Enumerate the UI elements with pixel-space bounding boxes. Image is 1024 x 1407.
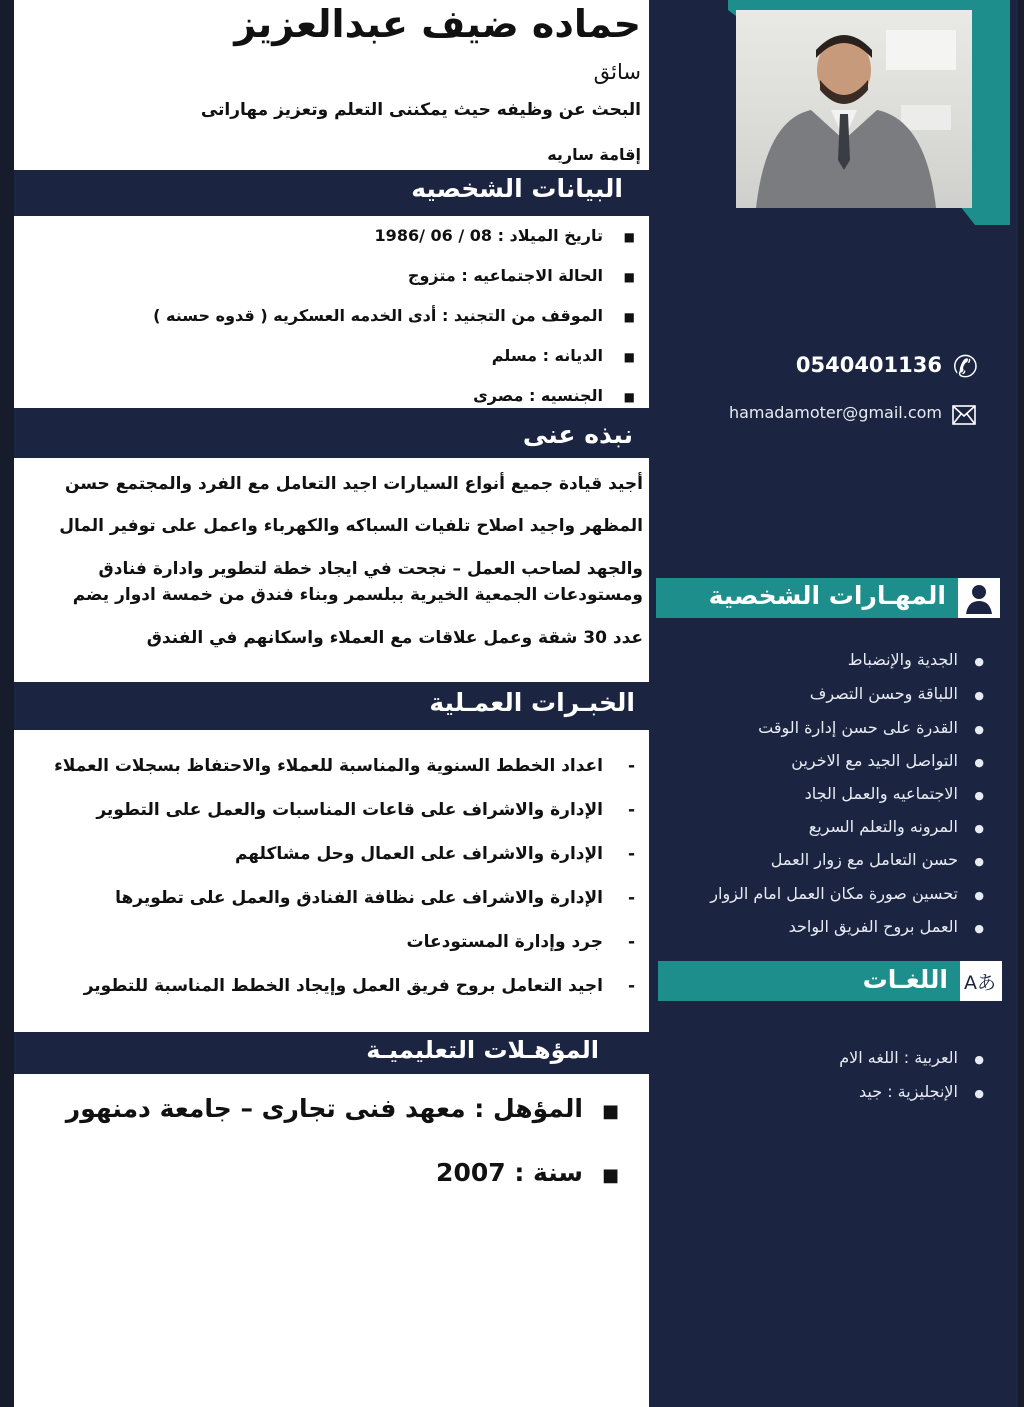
experience-section-title: الخبـرات العمـلية <box>429 688 635 717</box>
personal-item: ■الديانه : مسلم <box>491 346 635 365</box>
personal-section-header <box>14 170 649 216</box>
skill-item: ●حسن التعامل مع زوار العمل <box>770 850 984 869</box>
bullet-icon: ● <box>974 756 984 769</box>
bullet-icon: ● <box>974 1053 984 1066</box>
about-line: والجهد لصاحب العمل – نجحت في ايجاد خطة لتطوير وادارة فنادق <box>98 559 643 579</box>
square-bullet-icon: ■ <box>623 270 635 284</box>
person-icon <box>958 578 1000 618</box>
experience-item: -اعداد الخطط السنوية والمناسبة للعملاء والاحتفاظ بسجلات العملاء <box>54 756 635 776</box>
personal-item: ■الحالة الاجتماعيه : متزوج <box>407 266 635 285</box>
skills-icon-box <box>958 578 1000 618</box>
about-panel <box>14 458 649 682</box>
languages-list <box>660 1040 984 1120</box>
skills-section-header <box>656 578 958 618</box>
square-bullet-icon: ■ <box>623 230 635 244</box>
phone-row <box>700 348 982 388</box>
right-border <box>1018 0 1024 1407</box>
square-bullet-icon: ■ <box>623 390 635 404</box>
residence-status: إقامة ساريه <box>547 145 641 164</box>
bullet-icon: ● <box>974 822 984 835</box>
experience-item: -اجيد التعامل بروح فريق العمل وإيجاد الخطط المناسبة للتطوير <box>83 976 635 996</box>
language-item: ●الإنجليزية : جيد <box>858 1082 984 1101</box>
experience-item: -الإدارة والاشراف على نظافة الفنادق والعمل على تطويرها <box>115 888 635 908</box>
person-photo-icon <box>736 10 972 208</box>
bullet-icon: ● <box>974 922 984 935</box>
about-line: أجيد قيادة جميع أنواع السيارات اجيد التعامل مع الفرد والمجتمع حسن <box>64 474 643 494</box>
skill-item: ●تحسين صورة مكان العمل امام الزوار <box>710 884 984 903</box>
experience-list <box>25 730 635 1032</box>
email-row <box>700 400 982 430</box>
bullet-icon: ● <box>974 855 984 868</box>
education-section-header <box>14 1032 649 1074</box>
square-bullet-icon: ■ <box>623 350 635 364</box>
left-border <box>0 0 14 1407</box>
education-item: ■سنة : 2007 <box>436 1158 619 1187</box>
personal-item: ■تاريخ الميلاد : 08 / 06 /1986 <box>374 226 635 245</box>
about-section-header <box>14 408 649 458</box>
education-list <box>29 1074 619 1274</box>
languages-icon-box <box>960 961 1002 1001</box>
languages-section-header <box>658 961 960 1001</box>
translate-icon: Aあ <box>964 972 996 994</box>
bullet-icon: ● <box>974 889 984 902</box>
square-bullet-icon: ■ <box>623 310 635 324</box>
experience-item: -الإدارة والاشراف على العمال وحل مشاكلهم <box>234 844 635 864</box>
bullet-icon: ● <box>974 723 984 736</box>
experience-panel <box>14 730 649 1032</box>
skill-item: ●الاجتماعيه والعمل الجاد <box>804 784 984 803</box>
bullet-icon: ● <box>974 1087 984 1100</box>
personal-section-title: البيانات الشخصيه <box>411 174 623 203</box>
education-panel <box>14 1074 649 1407</box>
about-line: ومستودعات الجمعية الخيرية ببلسمر وبناء فندق من خمسة ادوار يضم <box>72 585 643 605</box>
skill-item: ●اللباقة وحسن التصرف <box>809 684 984 703</box>
experience-item: -جرد وإدارة المستودعات <box>406 932 635 952</box>
education-section-title: المؤهـلات التعليميـة <box>366 1036 599 1064</box>
profile-photo <box>736 10 972 208</box>
dash-bullet-icon: - <box>627 976 635 996</box>
bullet-icon: ● <box>974 655 984 668</box>
experience-section-header <box>14 682 649 730</box>
career-objective: البحث عن وظيفه حيث يمكننى التعلم وتعزيز مهاراتى <box>200 100 641 120</box>
language-item: ●العربية : اللغه الام <box>839 1048 984 1067</box>
about-line: عدد 30 شقة وعمل علاقات مع العملاء واسكانهم في الفندق <box>146 628 643 648</box>
about-line: المظهر واجيد اصلاح تلفيات السباكه والكهرباء واعمل على توفير المال <box>59 516 643 536</box>
dash-bullet-icon: - <box>627 756 635 776</box>
skills-section-title: المهـارات الشخصية <box>708 581 946 610</box>
education-item: ■المؤهل : معهد فنى تجارى – جامعة دمنهور <box>65 1094 619 1123</box>
square-bullet-icon: ■ <box>601 1165 619 1186</box>
languages-section-title: اللغـات <box>862 965 948 994</box>
dash-bullet-icon: - <box>627 932 635 952</box>
phone-number[interactable]: 0540401136 <box>795 353 942 377</box>
skill-item: ●القدرة على حسن إدارة الوقت <box>758 718 984 737</box>
email-address[interactable]: hamadamoter@gmail.com <box>728 403 942 422</box>
mail-icon <box>952 404 976 426</box>
phone-icon: ✆ <box>952 350 978 385</box>
bullet-icon: ● <box>974 689 984 702</box>
personal-list <box>35 216 635 408</box>
skill-item: ●الجدية والإنضباط <box>847 650 984 669</box>
skill-item: ●المرونه والتعلم السريع <box>808 817 984 836</box>
skill-item: ●العمل بروح الفريق الواحد <box>788 917 984 936</box>
square-bullet-icon: ■ <box>601 1101 619 1122</box>
person-name: حماده ضيف عبدالعزيز <box>234 2 641 46</box>
about-section-title: نبذه عنى <box>522 420 633 449</box>
dash-bullet-icon: - <box>627 844 635 864</box>
dash-bullet-icon: - <box>627 888 635 908</box>
personal-item: ■الموقف من التجنيد : أدى الخدمه العسكريه ( قدوه حسنه ) <box>153 306 635 325</box>
skill-item: ●التواصل الجيد مع الاخرين <box>791 751 984 770</box>
dash-bullet-icon: - <box>627 800 635 820</box>
experience-item: -الإدارة والاشراف على قاعات المناسبات والعمل على التطوير <box>96 800 635 820</box>
job-title: سائق <box>593 60 641 84</box>
personal-panel <box>14 216 649 408</box>
bullet-icon: ● <box>974 789 984 802</box>
personal-item: ■الجنسيه : مصرى <box>473 386 635 405</box>
skills-list <box>660 640 984 940</box>
